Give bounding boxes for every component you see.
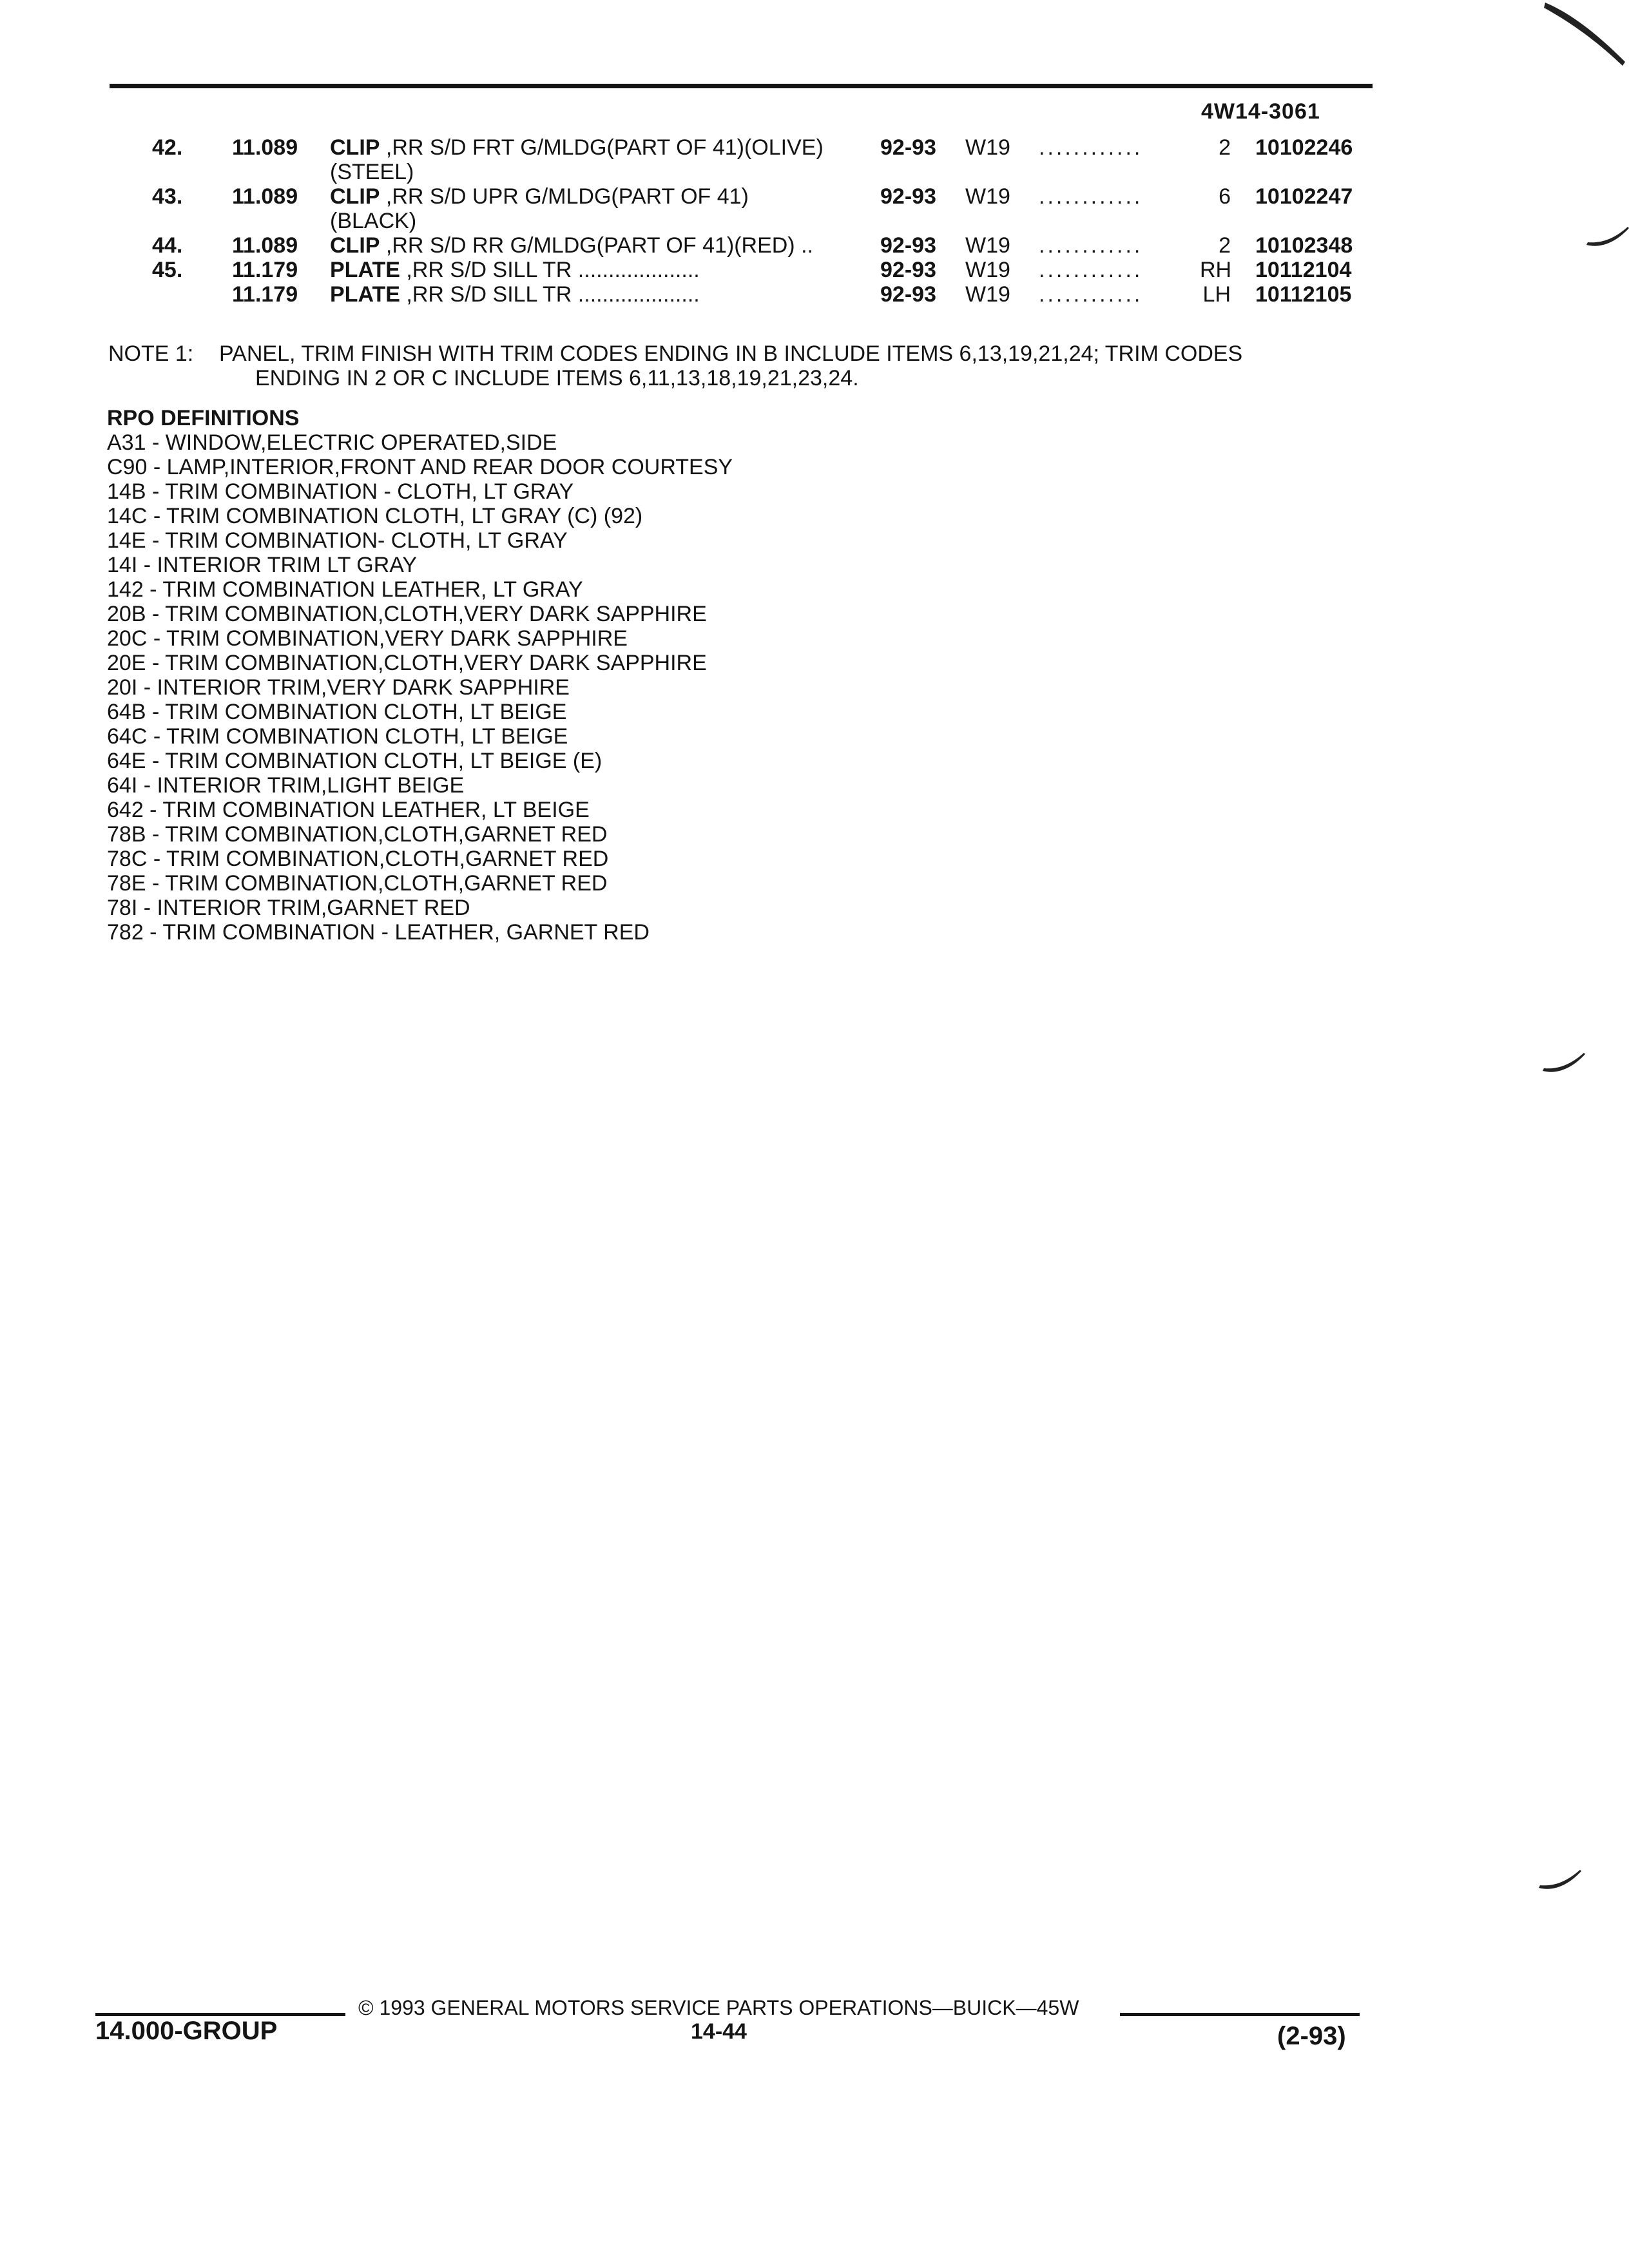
list-item: 642 - TRIM COMBINATION LEATHER, LT BEIGE bbox=[107, 798, 590, 822]
part-name: CLIP bbox=[330, 184, 380, 209]
list-item: 142 - TRIM COMBINATION LEATHER, LT GRAY bbox=[107, 577, 583, 602]
group-number: 11.089 bbox=[232, 184, 298, 209]
item-number: 44. bbox=[152, 233, 183, 258]
binder-tick-mark bbox=[1537, 1869, 1583, 1894]
model-years: 92-93 bbox=[880, 282, 936, 307]
binder-scratch-mark bbox=[1544, 0, 1628, 90]
model-years: 92-93 bbox=[880, 233, 936, 258]
part-name: CLIP bbox=[330, 233, 380, 258]
description-continuation: (STEEL) bbox=[330, 160, 414, 184]
part-number: 10102247 bbox=[1255, 184, 1353, 209]
part-number: 10102246 bbox=[1255, 135, 1353, 160]
leader-dots: ............ bbox=[1039, 184, 1143, 209]
part-number: 10112104 bbox=[1255, 258, 1352, 282]
description-text: ,RR S/D FRT G/MLDG(PART OF 41)(OLIVE) bbox=[385, 135, 824, 160]
part-description bbox=[330, 135, 824, 184]
note-line-1: PANEL, TRIM FINISH WITH TRIM CODES ENDING IN B INCLUDE ITEMS 6,13,19,21,24; TRIM CODES bbox=[219, 341, 1243, 366]
quantity: 2 bbox=[1219, 135, 1231, 160]
model-years: 92-93 bbox=[880, 135, 936, 160]
table-row bbox=[0, 258, 1629, 282]
list-item: 14B - TRIM COMBINATION - CLOTH, LT GRAY bbox=[107, 479, 574, 504]
leader-dots: ............ bbox=[1039, 282, 1143, 307]
description-continuation: (BLACK) bbox=[330, 209, 417, 233]
table-row bbox=[0, 282, 1629, 307]
model-code: W19 bbox=[965, 135, 1010, 160]
footer-rule-right bbox=[1120, 2013, 1360, 2016]
group-number: 11.089 bbox=[232, 233, 298, 258]
list-item: 64E - TRIM COMBINATION CLOTH, LT BEIGE (E) bbox=[107, 749, 602, 773]
list-item: 64B - TRIM COMBINATION CLOTH, LT BEIGE bbox=[107, 700, 567, 724]
list-item: 64C - TRIM COMBINATION CLOTH, LT BEIGE bbox=[107, 724, 568, 749]
note-label: NOTE 1: bbox=[108, 341, 194, 366]
list-item: 14I - INTERIOR TRIM LT GRAY bbox=[107, 553, 418, 577]
part-description bbox=[330, 282, 700, 307]
rpo-title: RPO DEFINITIONS bbox=[107, 406, 300, 430]
list-item: 20B - TRIM COMBINATION,CLOTH,VERY DARK SAPPHIRE bbox=[107, 602, 707, 626]
list-item: 20I - INTERIOR TRIM,VERY DARK SAPPHIRE bbox=[107, 675, 570, 700]
list-item: 14C - TRIM COMBINATION CLOTH, LT GRAY (C) (92) bbox=[107, 504, 643, 528]
list-item: 78I - INTERIOR TRIM,GARNET RED bbox=[107, 896, 470, 920]
leader-dots: ............ bbox=[1039, 135, 1143, 160]
model-code: W19 bbox=[965, 282, 1010, 307]
description-text: ,RR S/D SILL TR .................... bbox=[406, 258, 700, 282]
description-text: ,RR S/D UPR G/MLDG(PART OF 41) bbox=[385, 184, 749, 209]
item-number: 43. bbox=[152, 184, 183, 209]
list-item: 78E - TRIM COMBINATION,CLOTH,GARNET RED bbox=[107, 871, 608, 896]
footer-rule-left bbox=[95, 2013, 345, 2016]
leader-dots: ............ bbox=[1039, 233, 1143, 258]
note-line-2: ENDING IN 2 OR C INCLUDE ITEMS 6,11,13,18,19,21,23,24. bbox=[255, 366, 859, 390]
group-number: 11.179 bbox=[232, 258, 298, 282]
part-description bbox=[330, 233, 813, 258]
model-years: 92-93 bbox=[880, 258, 936, 282]
binder-tick-mark bbox=[1541, 1052, 1586, 1077]
model-code: W19 bbox=[965, 233, 1010, 258]
group-number: 11.089 bbox=[232, 135, 298, 160]
list-item: 20E - TRIM COMBINATION,CLOTH,VERY DARK SAPPHIRE bbox=[107, 651, 707, 675]
table-row bbox=[0, 233, 1629, 258]
list-item: 78B - TRIM COMBINATION,CLOTH,GARNET RED bbox=[107, 822, 608, 847]
part-number: 10112105 bbox=[1255, 282, 1352, 307]
parts-list bbox=[0, 135, 1629, 307]
part-description bbox=[330, 184, 749, 233]
part-name: PLATE bbox=[330, 258, 400, 282]
list-item: 64I - INTERIOR TRIM,LIGHT BEIGE bbox=[107, 773, 465, 798]
list-item: 782 - TRIM COMBINATION - LEATHER, GARNET RED bbox=[107, 920, 650, 945]
item-number: 42. bbox=[152, 135, 183, 160]
footer-date: (2-93) bbox=[1277, 2022, 1346, 2050]
quantity: LH bbox=[1202, 282, 1231, 307]
list-item: A31 - WINDOW,ELECTRIC OPERATED,SIDE bbox=[107, 430, 557, 455]
leader-dots: ............ bbox=[1039, 258, 1143, 282]
list-item: 14E - TRIM COMBINATION- CLOTH, LT GRAY bbox=[107, 528, 568, 553]
footer-group: 14.000-GROUP bbox=[95, 2017, 278, 2045]
page-number: 14-44 bbox=[691, 2019, 747, 2044]
quantity: RH bbox=[1200, 258, 1232, 282]
binder-tick-mark bbox=[1585, 226, 1629, 251]
model-code: W19 bbox=[965, 184, 1010, 209]
list-item: 78C - TRIM COMBINATION,CLOTH,GARNET RED bbox=[107, 847, 609, 871]
top-rule bbox=[110, 84, 1373, 88]
part-description bbox=[330, 258, 700, 282]
table-row bbox=[0, 184, 1629, 233]
footer-copyright: © 1993 GENERAL MOTORS SERVICE PARTS OPERATIONS—BUICK—45W bbox=[358, 1996, 1079, 2019]
part-number: 10102348 bbox=[1255, 233, 1353, 258]
page-reference: 4W14-3061 bbox=[1201, 99, 1320, 124]
table-row bbox=[0, 135, 1629, 184]
part-name: CLIP bbox=[330, 135, 380, 160]
model-years: 92-93 bbox=[880, 184, 936, 209]
quantity: 2 bbox=[1219, 233, 1231, 258]
description-text: ,RR S/D RR G/MLDG(PART OF 41)(RED) .. bbox=[385, 233, 813, 258]
item-number: 45. bbox=[152, 258, 183, 282]
group-number: 11.179 bbox=[232, 282, 298, 307]
description-text: ,RR S/D SILL TR .................... bbox=[406, 282, 700, 307]
list-item: C90 - LAMP,INTERIOR,FRONT AND REAR DOOR COURTESY bbox=[107, 455, 733, 479]
rpo-definitions bbox=[107, 406, 733, 945]
model-code: W19 bbox=[965, 258, 1010, 282]
list-item: 20C - TRIM COMBINATION,VERY DARK SAPPHIRE bbox=[107, 626, 628, 651]
quantity: 6 bbox=[1219, 184, 1231, 209]
part-name: PLATE bbox=[330, 282, 400, 307]
